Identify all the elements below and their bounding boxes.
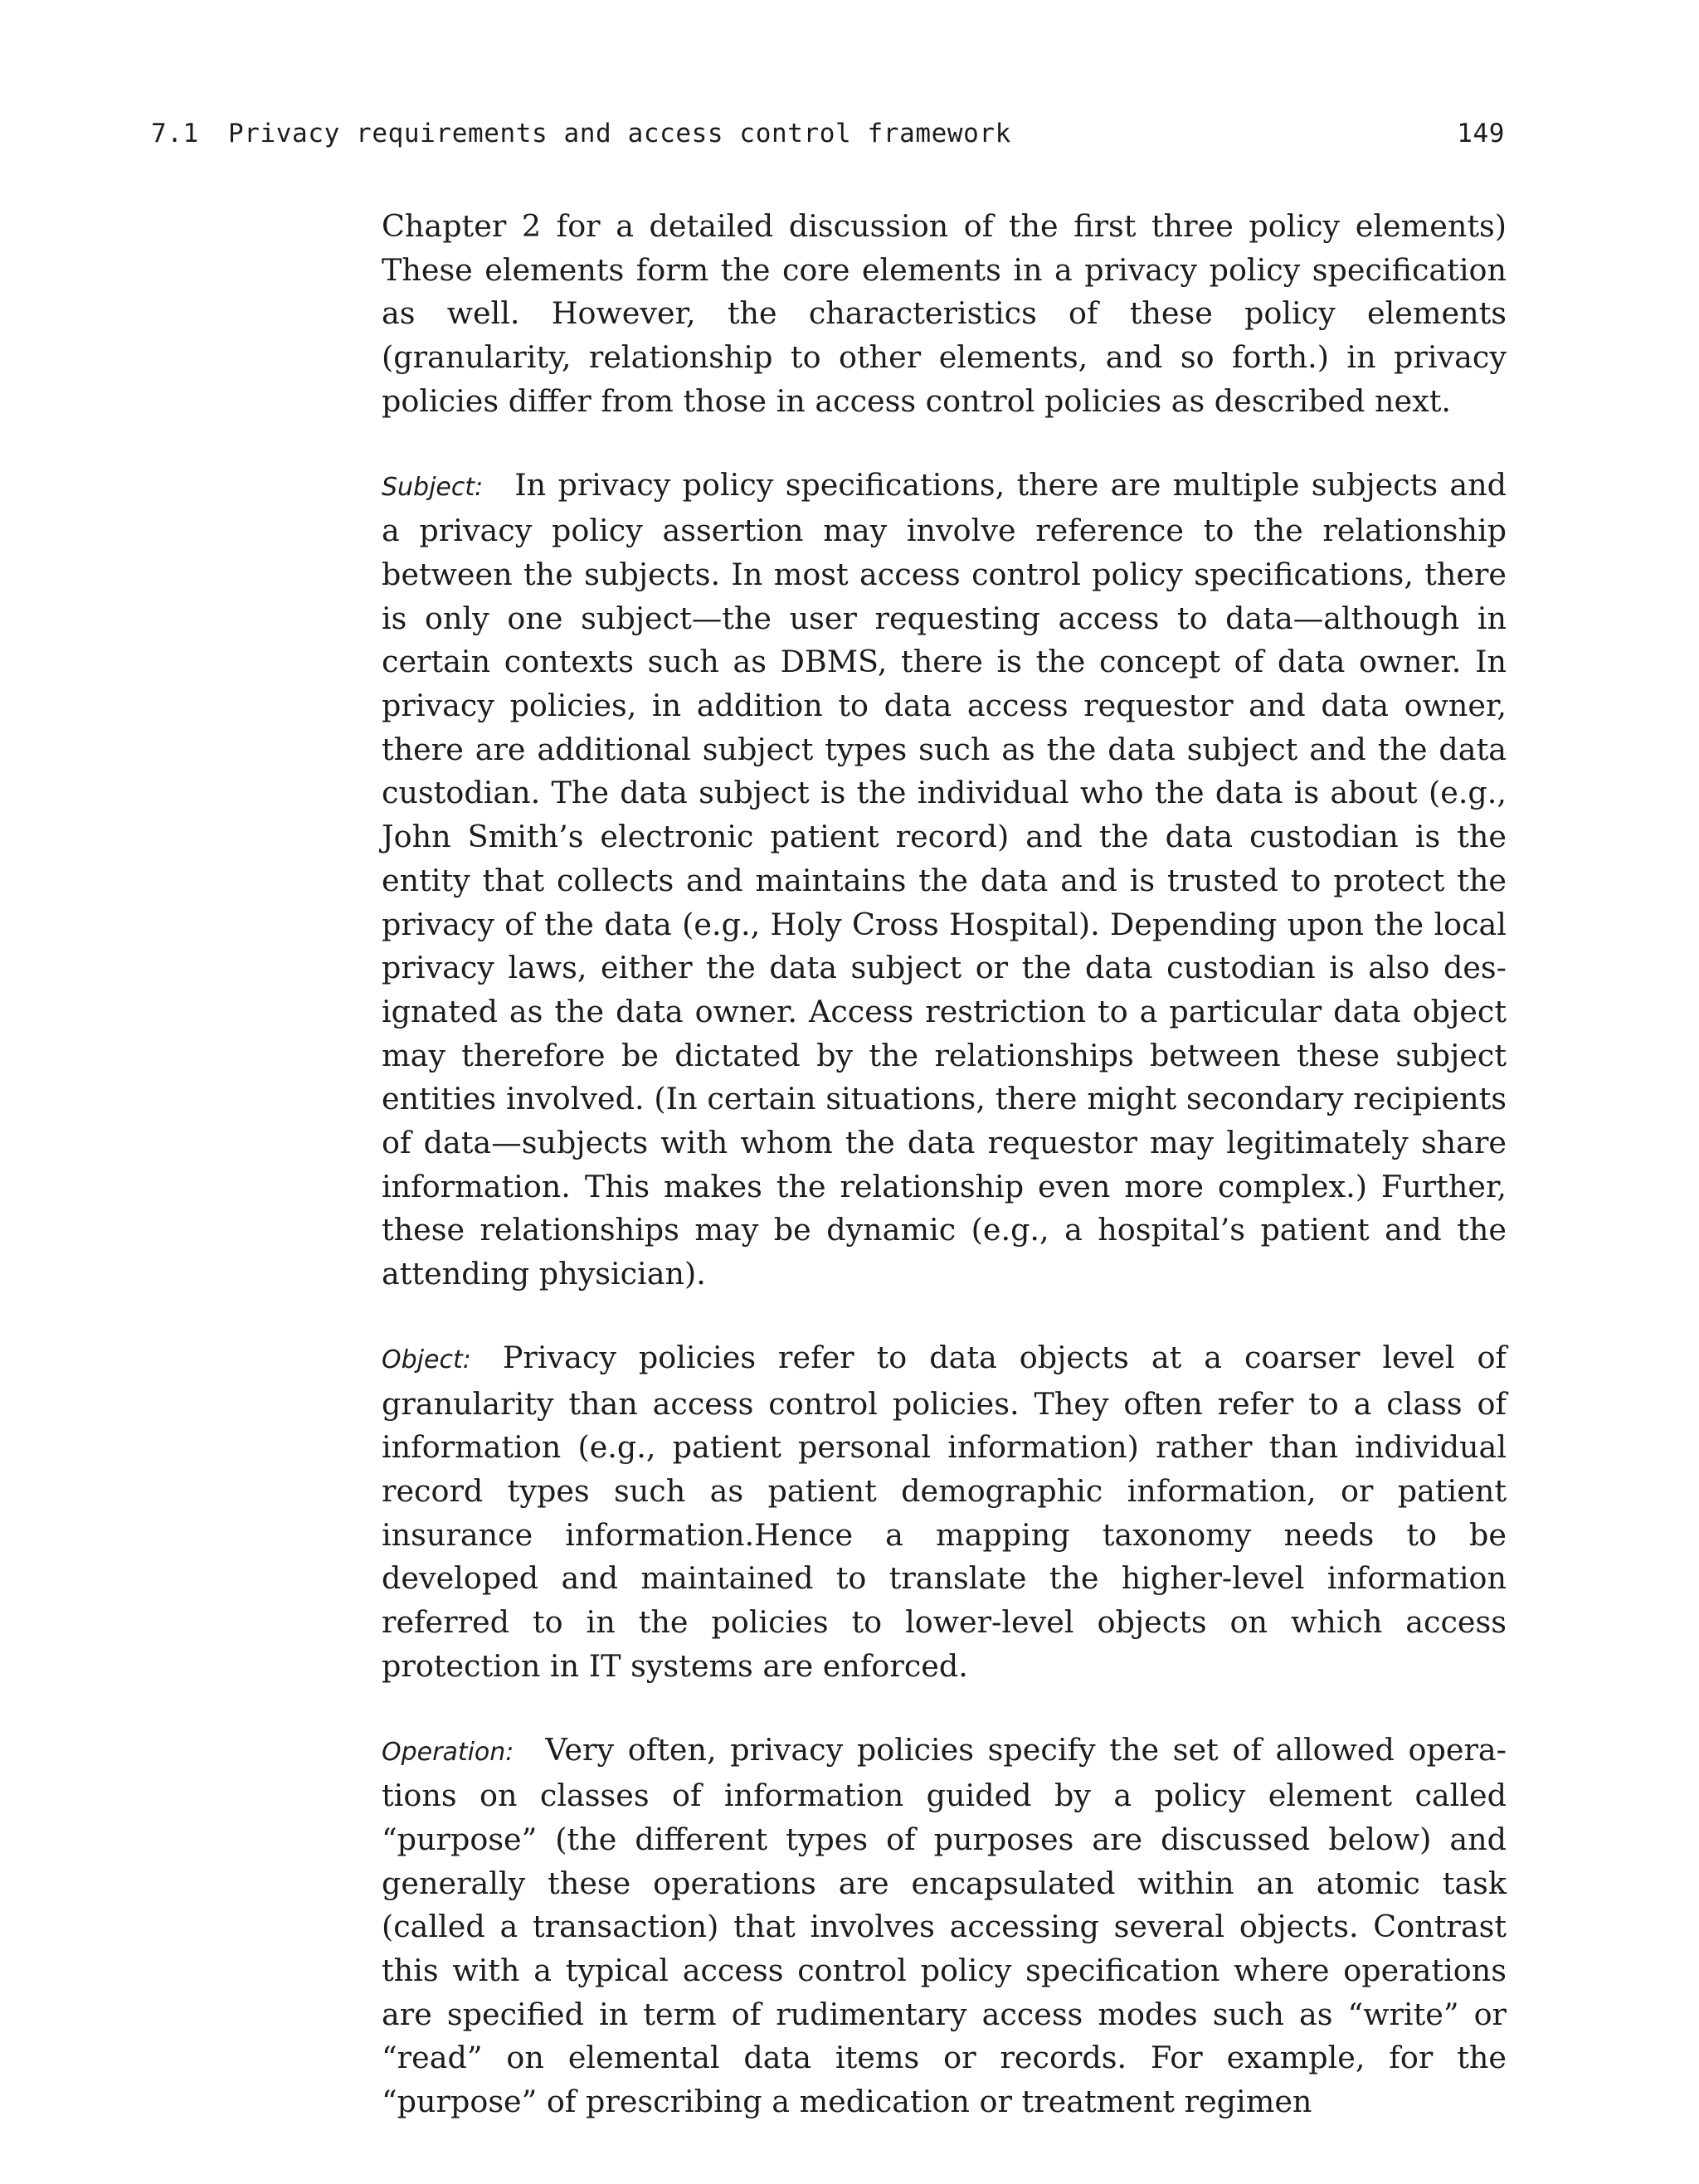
body-text [382,205,1507,2164]
page-number: 149 [1457,119,1505,148]
intro-paragraph: Chapter 2 for a detailed discussion of the first three policy elements) These elements form the core elements in a privacy policy specification as well. However, the characteristics of these policy elements (granularity, relationship to other elements, and so forth.) in privacy policies differ from those in access control policies as described next. [382,208,1507,419]
running-head [151,119,1505,155]
object-text: Privacy policies refer to data objects at a coarser level of granularity than access control policies. They often refer to a class of information (e.g., patient personal information) rather than individual record types such as patient demographic information, or patient insurance information.Hence a mapping taxonomy needs to be developed and maintained to translate the higher-level information referred to in the policies to lower-level objects on which access protection in IT systems are enforced. [382,1339,1507,1684]
operation-label: Operation: [382,1737,514,1767]
subject-label: Subject: [382,472,484,502]
object-label: Object: [382,1345,471,1374]
section-title: Privacy requirements and access control framework [228,119,1011,148]
subject-text: In privacy policy specifications, there are multiple subjects and a privacy policy assertion may involve reference to the relationship between the subjects. In most access control policy specifications, there is only one subject—the user requesting access to data—although in certain contexts such as DBMS, there is the concept of data owner. In privacy policies, in addition to data access requestor and data owner, there are additional subject types such as the data subject and the data custodian. The data subject is the individual who the data is about (e.g., John Smith’s electronic patient record) and the data custodian is the entity that collects and maintains the data and is trusted to protect the privacy of the data (e.g., Holy Cross Hospital). Depending upon the local privacy laws, either the data subject or the data custodian is also designated as the data owner. Access restriction to a particular data object may therefore be dictated by the relationships between these subject entities involved. (In certain situations, there might secondary recipients of data—subjects with whom the data requestor may legitimately share information. This makes the relationship even more complex.) Further, these relationships may be dynamic (e.g., a hospital’s patient and the attending physician). [382,466,1507,1292]
object-paragraph [382,1336,1507,1689]
subject-paragraph [382,464,1507,1296]
operation-paragraph [382,1729,1507,2124]
section-number: 7.1 [151,119,199,148]
operation-text: Very often, privacy policies specify the set of allowed operations on classes of information guided by a policy element called “purpose” (the different types of purposes are discussed below) and generally these operations are encapsulated within an atomic task (called a transaction) that involves accessing several objects. Contrast this with a typical access control policy specification where operations are specified in term of rudimentary access modes such as “write” or “read” on elemental data items or records. For example, for the “purpose” of prescribing a medication or treatment regimen [382,1731,1507,2120]
